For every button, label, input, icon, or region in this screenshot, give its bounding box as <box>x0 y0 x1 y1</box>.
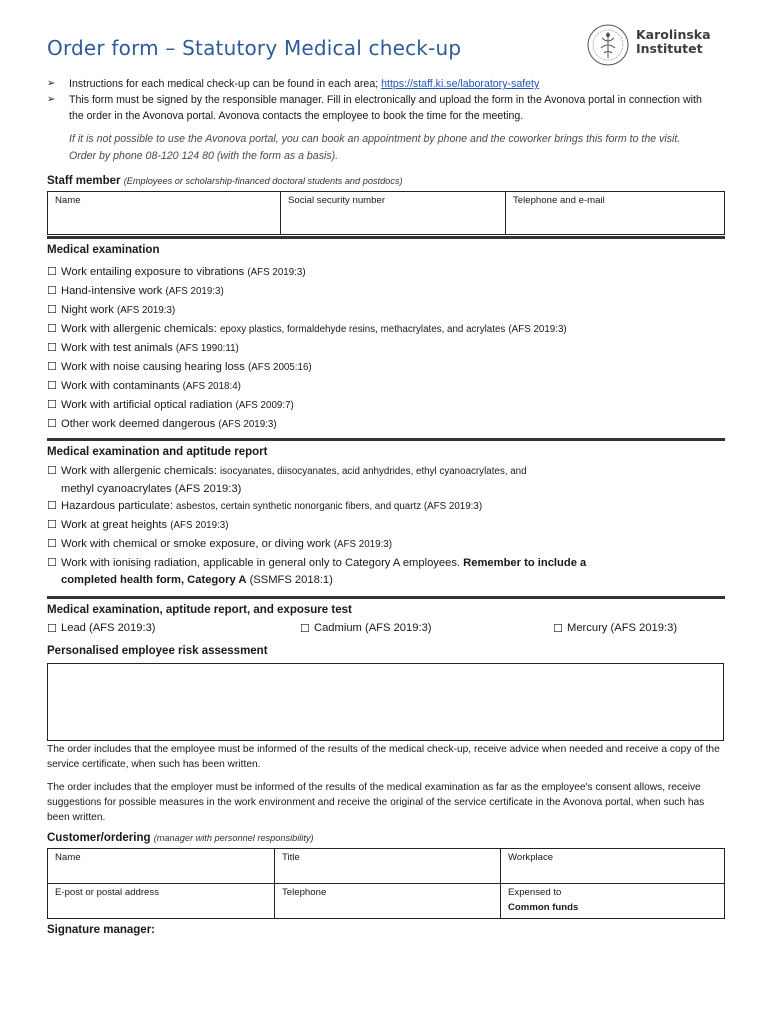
checkbox-item[interactable] <box>47 339 727 358</box>
item-ref: (AFS 1990:11) <box>175 343 239 354</box>
exposure-options <box>47 622 727 640</box>
item-reminder: Remember to include a <box>463 557 587 569</box>
staff-name-field[interactable] <box>48 192 281 235</box>
checkbox-item[interactable] <box>47 554 727 572</box>
instruction-text-1: Instructions for each medical check-up can be found in each area; <box>69 78 382 90</box>
risk-assessment-field[interactable] <box>47 663 724 741</box>
item-ref: (AFS 2018:4) <box>182 381 241 392</box>
instructions <box>47 76 707 165</box>
item-ref: (AFS 2019:3) <box>218 419 277 430</box>
item-ref: (AFS 2019:3) <box>247 267 306 278</box>
staff-heading-note: (Employees or scholarship-financed doctoral students and postdocs) <box>123 176 403 186</box>
customer-heading-text: Customer/ordering <box>47 832 151 844</box>
customer-workplace-label: Workplace <box>508 852 554 863</box>
item-label: Work with contaminants <box>61 380 180 392</box>
checkbox-icon[interactable]: ☐ <box>47 379 57 392</box>
item-label: Work entailing exposure to vibrations <box>61 266 245 278</box>
checkbox-icon[interactable]: ☐ <box>47 499 57 512</box>
checkbox-icon[interactable]: ☐ <box>47 537 57 550</box>
item-label: Hazardous particulate: <box>61 500 173 512</box>
checkbox-item[interactable] <box>47 396 727 415</box>
checkbox-icon[interactable]: ☐ <box>47 518 57 531</box>
customer-expensed-field[interactable] <box>501 884 725 919</box>
item-ref: (SSMFS 2018:1) <box>249 574 333 586</box>
item-ref: (AFS 2019:3) <box>116 305 176 316</box>
checkbox-item[interactable] <box>47 301 727 320</box>
checkbox-item[interactable] <box>47 263 727 282</box>
logo-line-1: Karolinska <box>636 27 711 42</box>
medical-exam-heading: Medical examination <box>47 244 160 256</box>
checkbox-icon[interactable]: ☐ <box>47 284 57 297</box>
item-label: Work with allergenic chemicals: <box>61 465 217 477</box>
aptitude-checklist <box>47 462 727 588</box>
item-ref: (AFS 2019:3) <box>165 286 224 297</box>
item-ref: (AFS 2005:16) <box>247 362 312 373</box>
option-label: Mercury (AFS 2019:3) <box>567 622 678 634</box>
employee-info-paragraph: The order includes that the employee must be informed of the results of the medical check-up, receive advice when needed and receive a copy of the service certificate, when such has been written. <box>47 744 720 770</box>
page-title: Order form – Statutory Medical check-up <box>47 36 462 60</box>
item-label: Work with noise causing hearing loss <box>61 361 245 373</box>
checkbox-item[interactable] <box>47 358 727 377</box>
medical-exam-checklist <box>47 263 727 434</box>
customer-heading-note: (manager with personnel responsibility) <box>153 833 314 843</box>
checkbox-icon[interactable]: ☐ <box>47 417 57 430</box>
item-label: Work with artificial optical radiation <box>61 399 233 411</box>
checkbox-item[interactable] <box>47 497 727 516</box>
customer-address-label: E-post or postal address <box>55 887 159 898</box>
customer-telephone-label: Telephone <box>282 887 327 898</box>
checkbox-icon[interactable]: ☐ <box>553 622 563 635</box>
section-divider <box>47 236 725 239</box>
checkbox-item[interactable] <box>47 282 727 301</box>
checkbox-item[interactable] <box>47 462 727 481</box>
aptitude-heading: Medical examination and aptitude report <box>47 446 268 458</box>
staff-contact-label: Telephone and e-mail <box>513 195 605 206</box>
customer-title-field[interactable] <box>275 849 501 884</box>
item-label: Other work deemed dangerous <box>61 418 216 430</box>
customer-name-label: Name <box>55 852 81 863</box>
staff-name-label: Name <box>55 195 81 206</box>
checkbox-icon[interactable]: ☐ <box>47 556 57 569</box>
checkbox-icon[interactable]: ☐ <box>47 322 57 335</box>
checkbox-lead[interactable] <box>47 622 156 635</box>
customer-workplace-field[interactable] <box>501 849 725 884</box>
instruction-bullet-1 <box>47 76 707 92</box>
checkbox-icon[interactable]: ☐ <box>300 622 310 635</box>
checkbox-mercury[interactable] <box>553 622 677 635</box>
section-divider <box>47 596 725 599</box>
option-label: Lead (AFS 2019:3) <box>61 622 156 634</box>
staff-member-heading <box>47 175 403 187</box>
karolinska-logo <box>586 22 710 68</box>
item-detail: epoxy plastics, formaldehyde resins, methacrylates, and acrylates <box>219 324 506 335</box>
logo-line-2: Institutet <box>636 41 703 56</box>
checkbox-icon[interactable]: ☐ <box>47 341 57 354</box>
customer-name-field[interactable] <box>48 849 275 884</box>
phone-booking-note: If it is not possible to use the Avonova portal, you can book an appointment by phone and the coworker brings this form to the visit. Order by phone 08-120 124 80 (with the form as a basis). <box>69 133 681 162</box>
item-ref: (AFS 2019:3) <box>508 324 567 335</box>
staff-member-table <box>47 191 725 235</box>
item-ref: (AFS 2009:7) <box>235 400 294 411</box>
checkbox-item[interactable] <box>47 516 727 535</box>
item-detail: asbestos, certain synthetic nonorganic fibers, and quartz (AFS 2019:3) <box>176 501 483 512</box>
laboratory-safety-link[interactable]: https://staff.ki.se/laboratory-safety <box>381 78 540 90</box>
customer-address-field[interactable] <box>48 884 275 919</box>
customer-table <box>47 848 725 919</box>
expensed-value: Common funds <box>508 902 579 913</box>
item-continuation <box>47 572 727 588</box>
checkbox-icon[interactable]: ☐ <box>47 398 57 411</box>
item-label: Hand-intensive work <box>61 285 163 297</box>
section-divider <box>47 438 725 441</box>
checkbox-icon[interactable]: ☐ <box>47 303 57 316</box>
item-ref: (AFS 2019:3) <box>333 539 393 550</box>
option-label: Cadmium (AFS 2019:3) <box>314 622 432 634</box>
item-reminder-cont: completed health form, Category A <box>61 574 247 586</box>
employer-info-paragraph: The order includes that the employer must be informed of the results of the medical examination as far as the employee's consent allows, receive suggestions for possible measures in the work environment and receive the original of the service certificate in the Avonova portal, when such has been written. <box>47 782 705 823</box>
staff-contact-field[interactable] <box>506 192 725 235</box>
item-label: Work at great heights <box>61 519 168 531</box>
logo-wordmark <box>636 28 711 56</box>
item-label: Work with chemical or smoke exposure, or diving work <box>61 538 331 550</box>
staff-ssn-label: Social security number <box>288 195 386 206</box>
checkbox-item[interactable] <box>47 377 727 396</box>
checkbox-item[interactable] <box>47 320 727 339</box>
checkbox-item[interactable] <box>47 535 727 554</box>
checkbox-icon[interactable]: ☐ <box>47 265 57 278</box>
expensed-label: Expensed to <box>508 887 562 898</box>
instruction-bullet-2 <box>47 92 707 124</box>
checkbox-icon[interactable]: ☐ <box>47 622 57 635</box>
risk-assessment-heading: Personalised employee risk assessment <box>47 645 268 657</box>
item-continuation: methyl cyanoacrylates (AFS 2019:3) <box>61 483 242 495</box>
staff-heading-text: Staff member <box>47 175 121 187</box>
arrow-bullet-icon: ➢ <box>47 78 56 89</box>
checkbox-icon[interactable]: ☐ <box>47 464 57 477</box>
checkbox-icon[interactable]: ☐ <box>47 360 57 373</box>
item-label: Work with ionising radiation, applicable in general only to Category A employees. <box>61 557 461 569</box>
staff-ssn-field[interactable] <box>281 192 506 235</box>
checkbox-item[interactable] <box>47 415 727 434</box>
customer-title-label: Title <box>282 852 300 863</box>
checkbox-cadmium[interactable] <box>300 622 432 635</box>
item-ref: (AFS 2019:3) <box>170 520 229 531</box>
item-detail: isocyanates, diisocyanates, acid anhydrides, ethyl cyanoacrylates, and <box>219 466 527 477</box>
exposure-heading: Medical examination, aptitude report, and exposure test <box>47 604 352 616</box>
item-label: Work with test animals <box>61 342 173 354</box>
arrow-bullet-icon: ➢ <box>47 94 56 105</box>
customer-ordering-heading <box>47 832 314 844</box>
item-label: Night work <box>61 304 114 316</box>
item-label: Work with allergenic chemicals: <box>61 323 217 335</box>
customer-telephone-field[interactable] <box>275 884 501 919</box>
seal-icon <box>586 22 630 68</box>
instruction-text-2: This form must be signed by the responsible manager. Fill in electronically and upload the form in the Avonova portal in connection with the order in the Avonova portal. Avonova contacts the employee to book the time for the meeting. <box>69 94 702 122</box>
signature-manager-label: Signature manager: <box>47 924 155 936</box>
